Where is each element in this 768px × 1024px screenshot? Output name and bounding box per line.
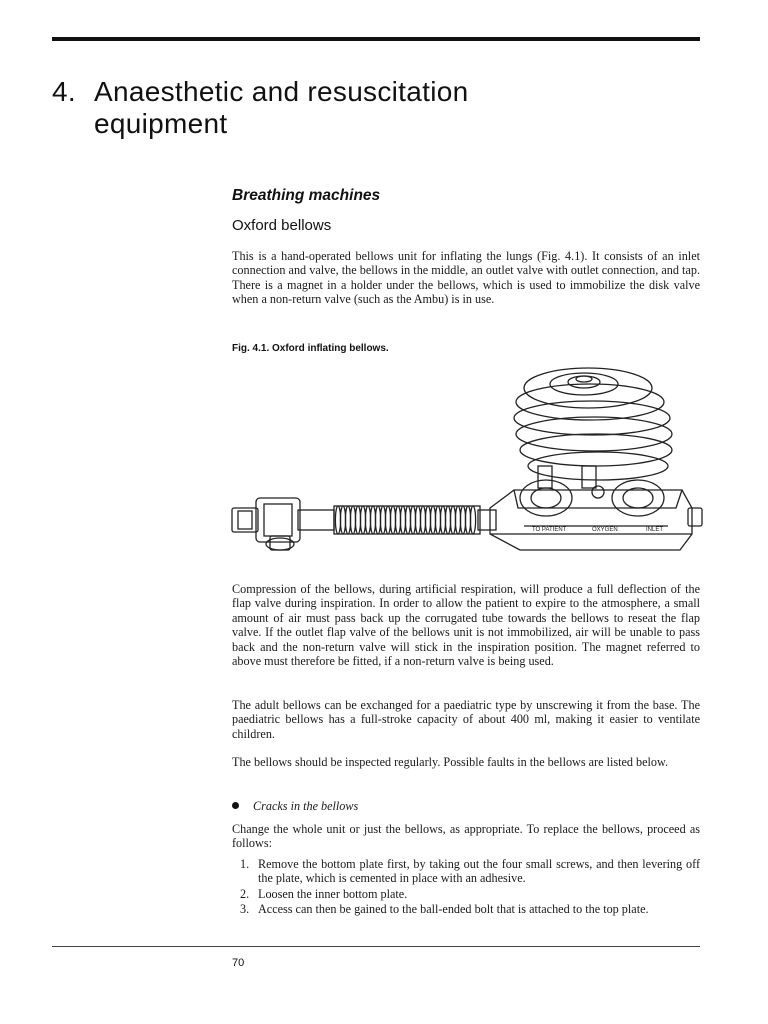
label-inlet: INLET xyxy=(646,527,664,533)
bottom-rule xyxy=(52,946,700,947)
step-item xyxy=(232,902,700,916)
outlet-connector-drawing xyxy=(232,498,334,550)
page-number: 70 xyxy=(232,957,245,969)
subsection-heading: Oxford bellows xyxy=(232,217,332,234)
chapter-title xyxy=(52,76,672,140)
figure-caption: Fig. 4.1. Oxford inflating bellows. xyxy=(232,343,389,354)
step-number: 3. xyxy=(240,902,250,917)
base-unit-drawing xyxy=(478,466,702,550)
body-paragraph-inspection: The bellows should be inspected regularly. Possible faults in the bellows are listed below. xyxy=(232,755,669,769)
label-oxygen: OXYGEN xyxy=(592,527,618,533)
bellows-drawing xyxy=(514,368,672,480)
intro-paragraph: This is a hand-operated bellows unit for inflating the lungs (Fig. 4.1). It consists of an inlet connection and valve, the bellows in the middle, an outlet valve with outlet connection, and tap. There is a magnet in a holder under the bellows, which is used to immobilize the disk valve when a non-return valve (such as the Ambu) is in use. xyxy=(232,249,700,307)
chapter-title-line1: Anaesthetic and resuscitation xyxy=(94,76,469,107)
step-text: Loosen the inner bottom plate. xyxy=(258,886,408,901)
bellows-illustration xyxy=(228,358,708,554)
label-to-patient: TO PATIENT xyxy=(532,527,567,533)
step-text: Remove the bottom plate first, by taking out the four small screws, and then levering off the plate, which is cemented in place with an adhesive. xyxy=(258,857,700,886)
step-number: 1. xyxy=(240,857,250,871)
section-heading: Breathing machines xyxy=(232,187,381,204)
step-text: Access can then be gained to the ball-ended bolt that is attached to the top plate. xyxy=(258,902,649,917)
replacement-steps xyxy=(232,857,700,918)
bullet-dot xyxy=(232,802,239,809)
chapter-title-line2: equipment xyxy=(94,108,228,139)
corrugated-tube-drawing xyxy=(334,506,480,534)
body-paragraph-replace: Change the whole unit or just the bellows, as appropriate. To replace the bellows, proceed as follows: xyxy=(232,822,700,851)
top-rule xyxy=(52,37,700,41)
body-paragraph-paediatric: The adult bellows can be exchanged for a paediatric type by unscrewing it from the base. The paediatric bellows has a full-stroke capacity of about 400 ml, making it easier to ventilate children. xyxy=(232,698,700,741)
fault-bullet xyxy=(232,799,358,813)
step-item xyxy=(232,857,700,886)
chapter-number: 4. xyxy=(52,76,76,107)
step-item xyxy=(232,887,700,901)
step-number: 2. xyxy=(240,886,250,901)
body-paragraph-compression: Compression of the bellows, during artificial respiration, will produce a full deflection of the flap valve during inspiration. In order to allow the patient to expire to the atmosphere, a small amount of air must pass back up the corrugated tube towards the bellows to reseat the flap valve. If the outlet flap valve of the bellows unit is not immobilized, air will be unable to pass back and the non-return valve will stick in the inspiration position. The magnet referred to above must therefore be fitted, if a non-return valve is being used. xyxy=(232,582,700,669)
fault-bullet-text: Cracks in the bellows xyxy=(253,799,359,813)
